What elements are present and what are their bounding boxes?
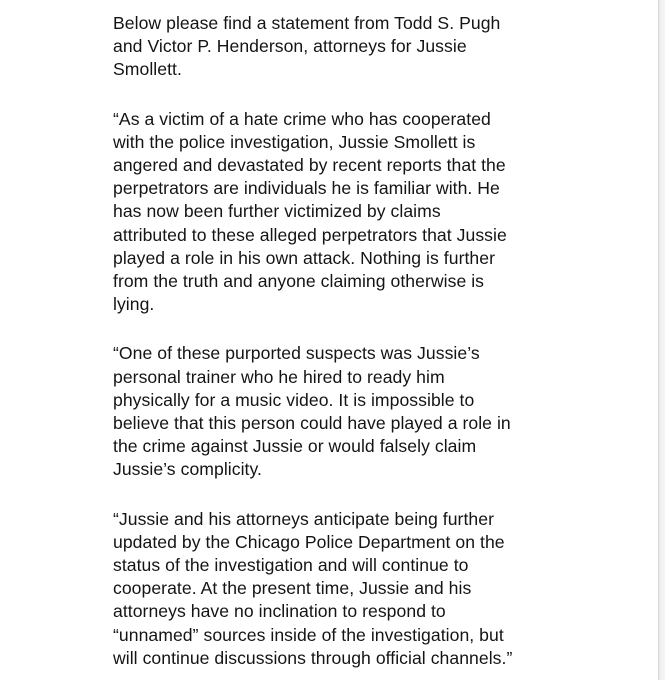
text-line: status of the investigation and will continue to	[113, 555, 469, 576]
text-line: “Jussie and his attorneys anticipate being further	[113, 508, 494, 529]
text-line: perpetrators are individuals he is familiar with. He	[113, 178, 500, 199]
text-line: played a role in his own attack. Nothing is further	[113, 247, 495, 268]
text-line: Below please find a statement from Todd S. Pugh	[113, 13, 501, 33]
text-line: with the police investigation, Jussie Smollett is	[113, 131, 476, 152]
text-line: will continue discussions through official channels.”	[113, 647, 513, 668]
text-line: updated by the Chicago Police Department on the	[113, 531, 505, 552]
text-line: physically for a music video. It is impossible to	[113, 389, 475, 410]
text-line: Smollett.	[113, 59, 182, 80]
text-line: “As a victim of a hate crime who has cooperated	[113, 108, 491, 129]
text-line: “unnamed” sources inside of the investigation, but	[113, 624, 504, 645]
statement-paragraph-3	[113, 508, 628, 670]
text-line: the crime against Jussie or would falsely claim	[113, 436, 477, 457]
text-line: has now been further victimized by claims	[113, 201, 441, 222]
text-line: angered and devastated by recent reports that the	[113, 155, 506, 176]
statement-paragraph-2	[113, 342, 628, 481]
statement-body	[113, 12, 628, 680]
text-line: attributed to these alleged perpetrators that Jussie	[113, 224, 507, 245]
text-line: believe that this person could have played a role in	[113, 413, 511, 434]
text-line: “One of these purported suspects was Jussie’s	[113, 343, 480, 364]
page-edge-scroll-gutter	[658, 0, 665, 680]
intro-paragraph	[113, 12, 628, 82]
text-line: lying.	[113, 294, 155, 315]
text-line: attorneys have no inclination to respond to	[113, 601, 446, 622]
text-line: and Victor P. Henderson, attorneys for Jussie	[113, 36, 467, 57]
statement-paragraph-1	[113, 108, 628, 317]
text-line: personal trainer who he hired to ready him	[113, 366, 445, 387]
text-line: cooperate. At the present time, Jussie and his	[113, 578, 472, 599]
text-line: from the truth and anyone claiming otherwise is	[113, 271, 485, 292]
text-line: Jussie’s complicity.	[113, 459, 262, 480]
